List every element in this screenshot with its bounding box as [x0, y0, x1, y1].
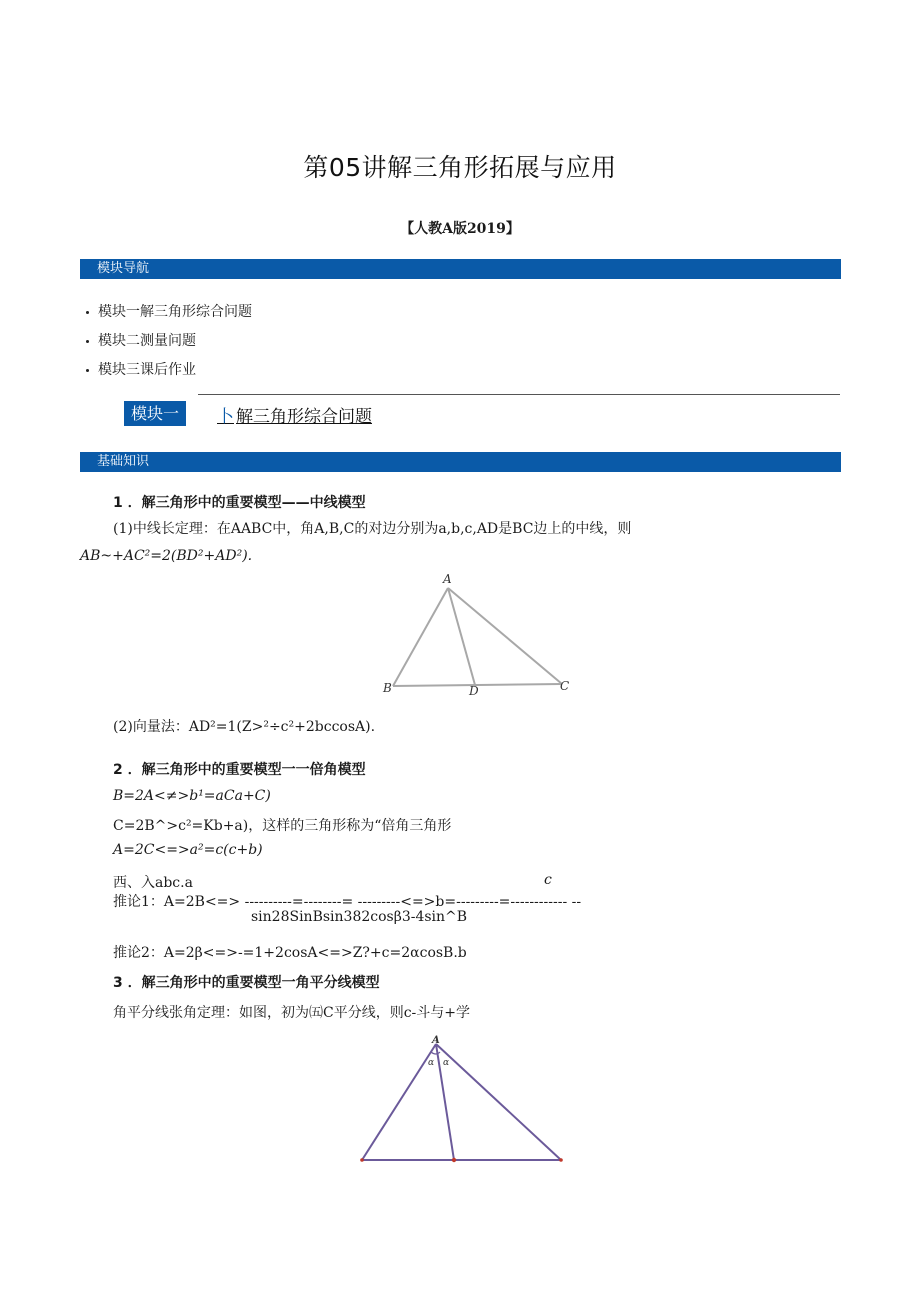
side-ac	[448, 588, 562, 684]
section-2-corollary-1: 推论1：A=2B<=> ----------=--------= ---------<=>b=---------=------------ --	[113, 894, 582, 910]
label-d: D	[469, 684, 479, 698]
label-a: A	[443, 572, 452, 586]
nav-item-module-1[interactable]: 模块一解三角形综合问题	[86, 301, 252, 321]
nav-item-module-2[interactable]: 模块二测量问题	[86, 330, 196, 350]
module-nav-label: 模块导航	[97, 261, 150, 276]
section-2-line-4-right: c	[544, 872, 552, 888]
module-divider	[198, 394, 840, 395]
section-1-heading: 1 ．解三角形中的重要模型——中线模型	[113, 495, 366, 511]
section-2-line-3: A=2C<=>a²=c(c+b)	[113, 842, 263, 858]
angle-arc	[431, 1052, 440, 1054]
module-name-text: 解三角形综合问题	[236, 407, 372, 427]
label-a: A	[432, 1035, 440, 1046]
label-c: C	[560, 679, 570, 693]
section-3-line-1: 角平分线张角定理：如图，初为㈤C平分线，则c-斗与+学	[113, 1005, 471, 1021]
module-glyph: 卜	[217, 407, 234, 427]
module-nav-bar	[80, 259, 841, 279]
module-name	[217, 402, 372, 427]
label-alpha-right: α	[443, 1058, 450, 1068]
label-b: B	[383, 681, 392, 695]
median-ad	[448, 588, 475, 685]
section-2-corollary-2: 推论2：A=2β<=>-=1+2cosA<=>Z?+c=2αcosB.b	[113, 945, 467, 961]
page-title: 第05讲解三角形拓展与应用	[303, 153, 617, 182]
vertex-b-point	[360, 1158, 364, 1162]
side-ab	[393, 588, 448, 686]
knowledge-label: 基础知识	[97, 454, 150, 469]
section-2-corollary-1-denominators: sin28SinBsin382cosβ3-4sin^B	[251, 909, 468, 925]
section-2-heading: 2 ．解三角形中的重要模型一一倍角模型	[113, 762, 366, 778]
section-2-line-1: B=2A<≠>b¹=aCa+C)	[113, 788, 271, 804]
vertex-c-point	[559, 1158, 563, 1162]
label-alpha-left: α	[428, 1058, 435, 1068]
section-3-heading: 3 ．解三角形中的重要模型一角平分线模型	[113, 975, 380, 991]
section-1-line-2: AB~+AC²=2(BD²+AD²).	[80, 548, 253, 564]
section-2-line-4: 西、入abc.a	[113, 875, 193, 891]
angle-bisector-diagram	[350, 1030, 575, 1168]
module-badge: 模块一	[124, 401, 186, 426]
median-triangle-diagram	[375, 568, 585, 700]
bullet-icon	[86, 311, 89, 314]
section-1-line-1: (1)中线长定理：在AABC中，角A,B,C的对边分别为a,b,c,AD是BC边上的中线，则	[113, 521, 632, 537]
edition-label: 【人教A版2019】	[400, 221, 520, 237]
knowledge-bar	[80, 452, 841, 472]
bisector-foot-point	[452, 1158, 456, 1162]
section-2-line-2: C=2B^>c²=Kb+a)，这样的三角形称为“倍角三角形	[113, 818, 452, 834]
side-left	[362, 1044, 436, 1160]
nav-item-module-3[interactable]: 模块三课后作业	[86, 359, 196, 379]
bullet-icon	[86, 369, 89, 372]
section-1-vector-method: (2)向量法：AD²=1(Z>²÷c²+2bccosA).	[113, 719, 376, 735]
bullet-icon	[86, 340, 89, 343]
side-right	[436, 1044, 561, 1160]
